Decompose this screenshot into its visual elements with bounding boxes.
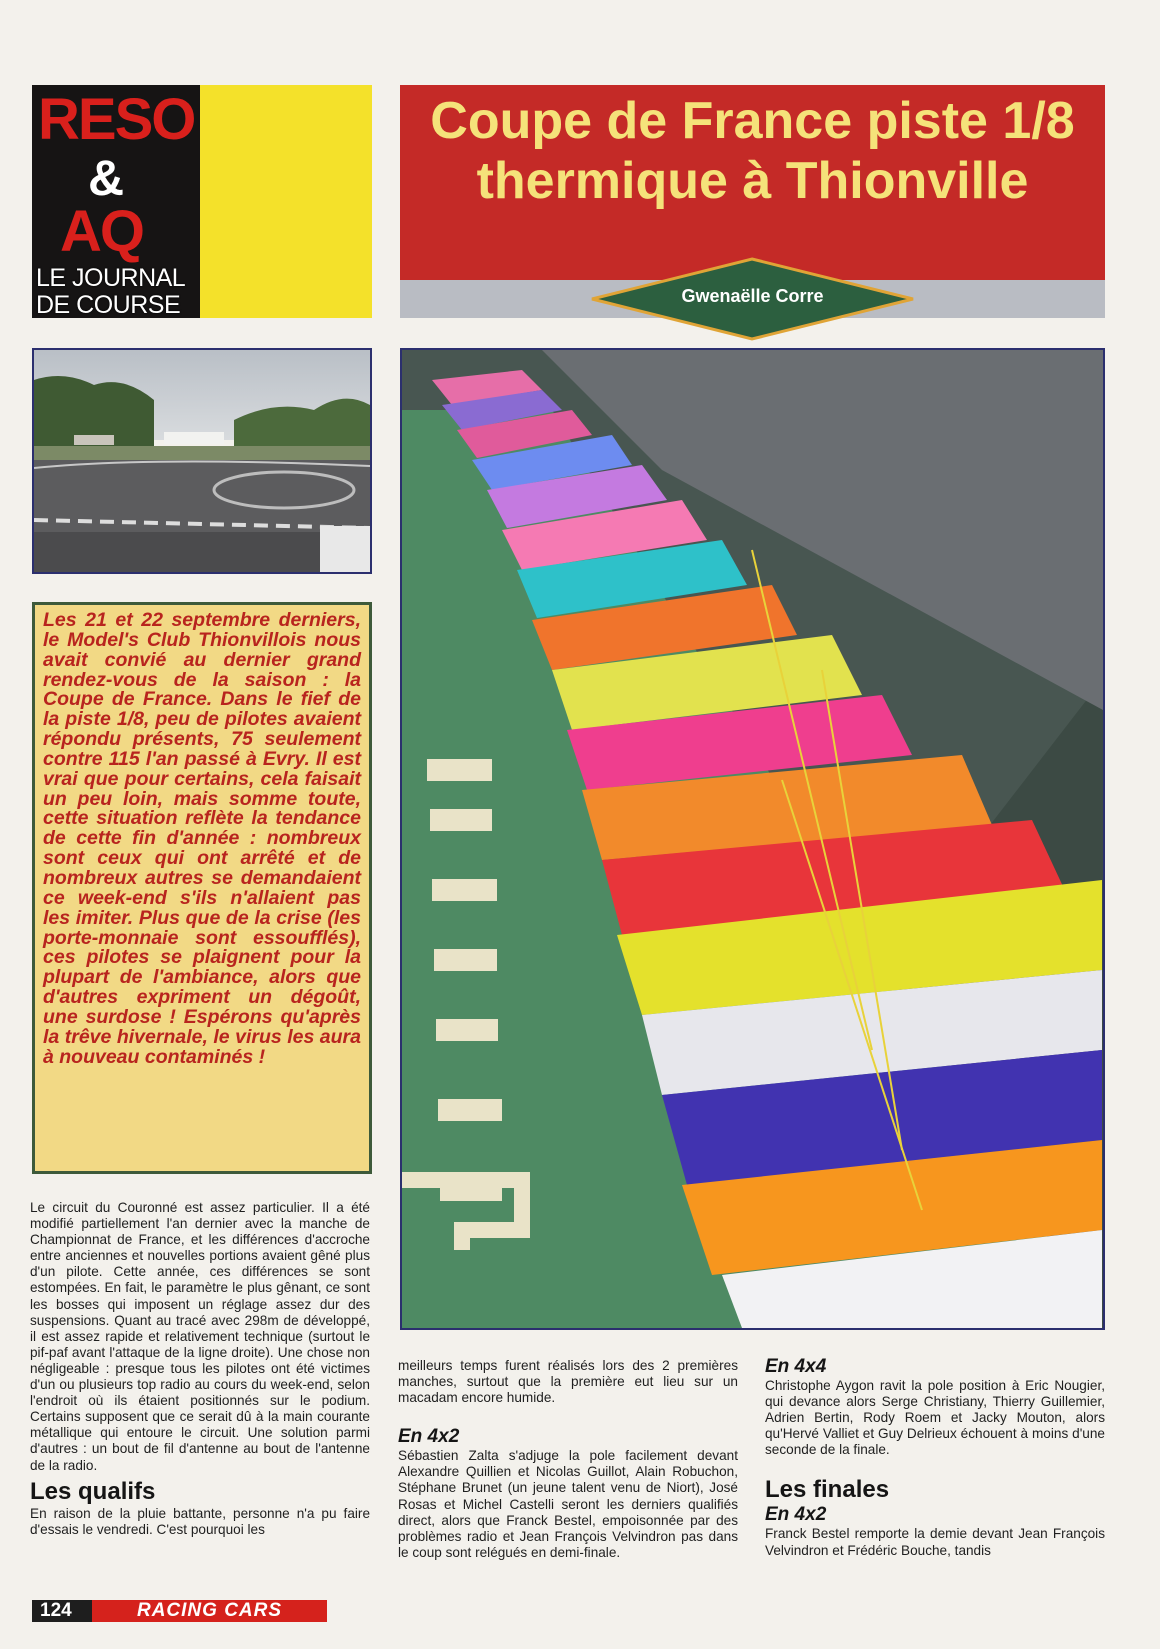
body-paragraph: Christophe Aygon ravit la pole position à Eric Nougier, qui devance alors Serge Christiany, Thierry Guillemier, Adrien Bertin, Rody Roem et Jacky Mouton, alors qu'Hervé Valliet et Guy Delrieux échouent à moins d'une seconde de la finale. — [765, 1378, 1105, 1458]
magazine-name: RACING CARS — [92, 1600, 327, 1622]
logo-line-1: RESO — [38, 87, 195, 152]
page-footer — [32, 1600, 327, 1622]
heading-4x2-qualifs: En 4x2 — [398, 1426, 460, 1448]
column-3 — [765, 1356, 1105, 1559]
heading-qualifs: Les qualifs — [30, 1477, 156, 1505]
body-paragraph: En raison de la pluie battante, personne n'a pu faire d'essais le vendredi. C'est pourquoi les — [30, 1505, 370, 1537]
column-1 — [30, 1200, 370, 1538]
heading-4x4: En 4x4 — [765, 1356, 827, 1377]
cars-lineup-photo — [400, 348, 1105, 1330]
track-photo-illustration — [34, 350, 370, 572]
article-title: Coupe de France piste 1/8 thermique à Thionville — [430, 92, 1075, 210]
body-paragraph: Sébastien Zalta s'adjuge la pole facilement devant Alexandre Quillien et Nicolas Guillot, Alain Robuchon, Stéphane Brunet (un jeune talent venu de Niort), José Rosas et Michel Castelli seront les derniers qualifiés direct, alors que Franck Bestel, empoisonnée par des problèmes radio et Jean François Velvindron pas dans le coup sont relégués en demi-finale. — [398, 1448, 738, 1560]
body-paragraph: Le circuit du Couronné est assez particulier. Il a été modifié partiellement l'an dernier avec la manche de Championnat de France, et les différences d'accroche entre anciennes et nouvelles portions avaient gêné plus d'un pilote. Cette année, ces différences se sont estompées. En fait, le paramètre le plus gênant, ce sont les bosses qui imposent un réglage assez dur des suspensions. Quant au tracé avec 298m de développé, il est assez rapide et relativement technique (surtout le pif-paf avant l'attaque de la ligne droite). Une chose non négligeable : presque tous les pilotes ont été victimes d'un ou plusieurs top radio au cours du week-end, selon l'endroit où ils étaient positionnés sur le podium. Certains supposent que ce serait dû à la main courante métallique qui entoure le circuit. Une solution parmi d'autres : un bout de fil d'antenne au bout de l'antenne de la radio. — [30, 1200, 370, 1473]
logo-line-2: & — [88, 150, 123, 206]
cars-lineup-illustration — [402, 350, 1103, 1328]
column-2 — [398, 1358, 738, 1561]
track-photo — [32, 348, 372, 574]
intro-box — [32, 602, 372, 1174]
logo-subtitle: LE JOURNAL DE COURSE — [36, 264, 186, 319]
logo-line-3: AQ — [60, 199, 143, 264]
page-number: 124 — [32, 1600, 92, 1622]
author-badge — [590, 257, 915, 341]
heading-4x2-finales: En 4x2 — [765, 1504, 827, 1526]
heading-finales: Les finales — [765, 1476, 890, 1504]
body-paragraph: Franck Bestel remporte la demie devant Jean François Velvindron et Frédéric Bouche, tandis — [765, 1526, 1105, 1558]
section-logo — [32, 85, 372, 318]
title-banner — [400, 85, 1105, 280]
body-paragraph: meilleurs temps furent réalisés lors des 2 premières manches, surtout que la première eut lieu sur un macadam encore humide. — [398, 1358, 738, 1406]
intro-text: Les 21 et 22 septembre derniers, le Model's Club Thionvillois nous avait convié au dernier grand rendez-vous de la saison : la Coupe de France. Dans le fief de la piste 1/8, peu de pilotes avaient répondu présents, 75 seulement contre 115 l'an passé à Evry. Il est vrai que pour certains, cela faisait un peu loin, mais somme toute, cette situation reflète la tendance de cette fin d'année : nombreux sont ceux qui ont arrêté et de nombreux autres se demandaient ce week-end s'ils n'allaient pas les imiter. Plus que de la crise (les porte-monnaie sont essoufflés), ces pilotes se plaignent pour la plupart de l'ambiance, alors que d'autres expriment un dégoût, une surdose ! Espérons qu'après la trêve hivernale, le virus les aura à nouveau contaminés ! — [43, 609, 361, 1068]
author-name: Gwenaëlle Corre — [681, 286, 824, 306]
